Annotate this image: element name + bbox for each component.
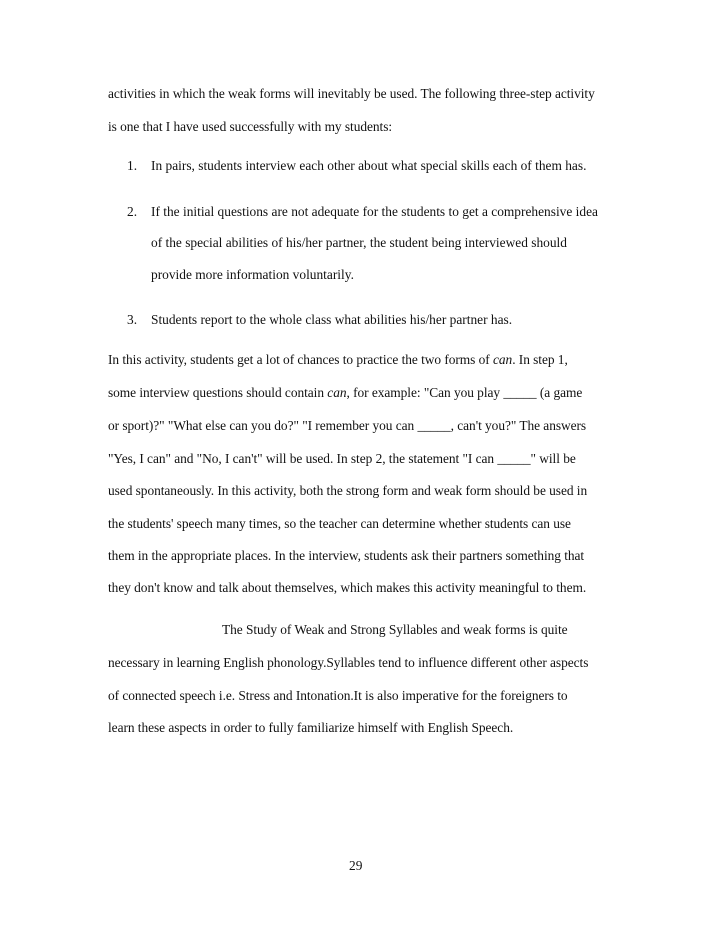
list-item-text: In pairs, students interview each other about what special skills each of them has. [151, 158, 587, 173]
text-run: , for example: "Can you play _____ (a game [346, 385, 583, 400]
body-text-line: The Study of Weak and Strong Syllables and weak forms is quite [222, 622, 568, 637]
list-number: 1. [127, 158, 138, 173]
body-text-line: is one that I have used successfully with my students: [108, 119, 393, 134]
body-text-line: activities in which the weak forms will inevitably be used. The following three-step activity [108, 86, 595, 101]
list-item-text: If the initial questions are not adequate for the students to get a comprehensive idea [151, 204, 598, 219]
list-number: 2. [127, 204, 138, 219]
body-text-line: "Yes, I can" and "No, I can't" will be used. In step 2, the statement "I can _____" will be [108, 451, 576, 466]
body-text-line: they don't know and talk about themselves, which makes this activity meaningful to them. [108, 580, 587, 595]
text-run: . In step 1, [512, 352, 568, 367]
emphasized-word: can [493, 352, 513, 367]
list-item-text: Students report to the whole class what abilities his/her partner has. [151, 312, 513, 327]
body-text-line: the students' speech many times, so the teacher can determine whether students can use [108, 516, 571, 531]
list-item-text: of the special abilities of his/her partner, the student being interviewed should [151, 235, 567, 250]
body-text-line: learn these aspects in order to fully familiarize himself with English Speech. [108, 720, 514, 735]
emphasized-word: can [327, 385, 347, 400]
text-run: In this activity, students get a lot of chances to practice the two forms of [108, 352, 493, 367]
body-text-line: used spontaneously. In this activity, both the strong form and weak form should be used in [108, 483, 588, 498]
body-text-line: or sport)?" "What else can you do?" "I remember you can _____, can't you?" The answers [108, 418, 587, 433]
page-number: 29 [349, 858, 363, 873]
body-text-line: necessary in learning English phonology.Syllables tend to influence different other aspects [108, 655, 589, 670]
body-text-line [108, 352, 568, 368]
list-number: 3. [127, 312, 138, 327]
body-text-line: of connected speech i.e. Stress and Intonation.It is also imperative for the foreigners to [108, 688, 568, 703]
body-text-line: them in the appropriate places. In the interview, students ask their partners something that [108, 548, 585, 563]
body-text-line [108, 385, 582, 401]
text-run: some interview questions should contain [108, 385, 328, 400]
list-item-text: provide more information voluntarily. [151, 267, 354, 282]
